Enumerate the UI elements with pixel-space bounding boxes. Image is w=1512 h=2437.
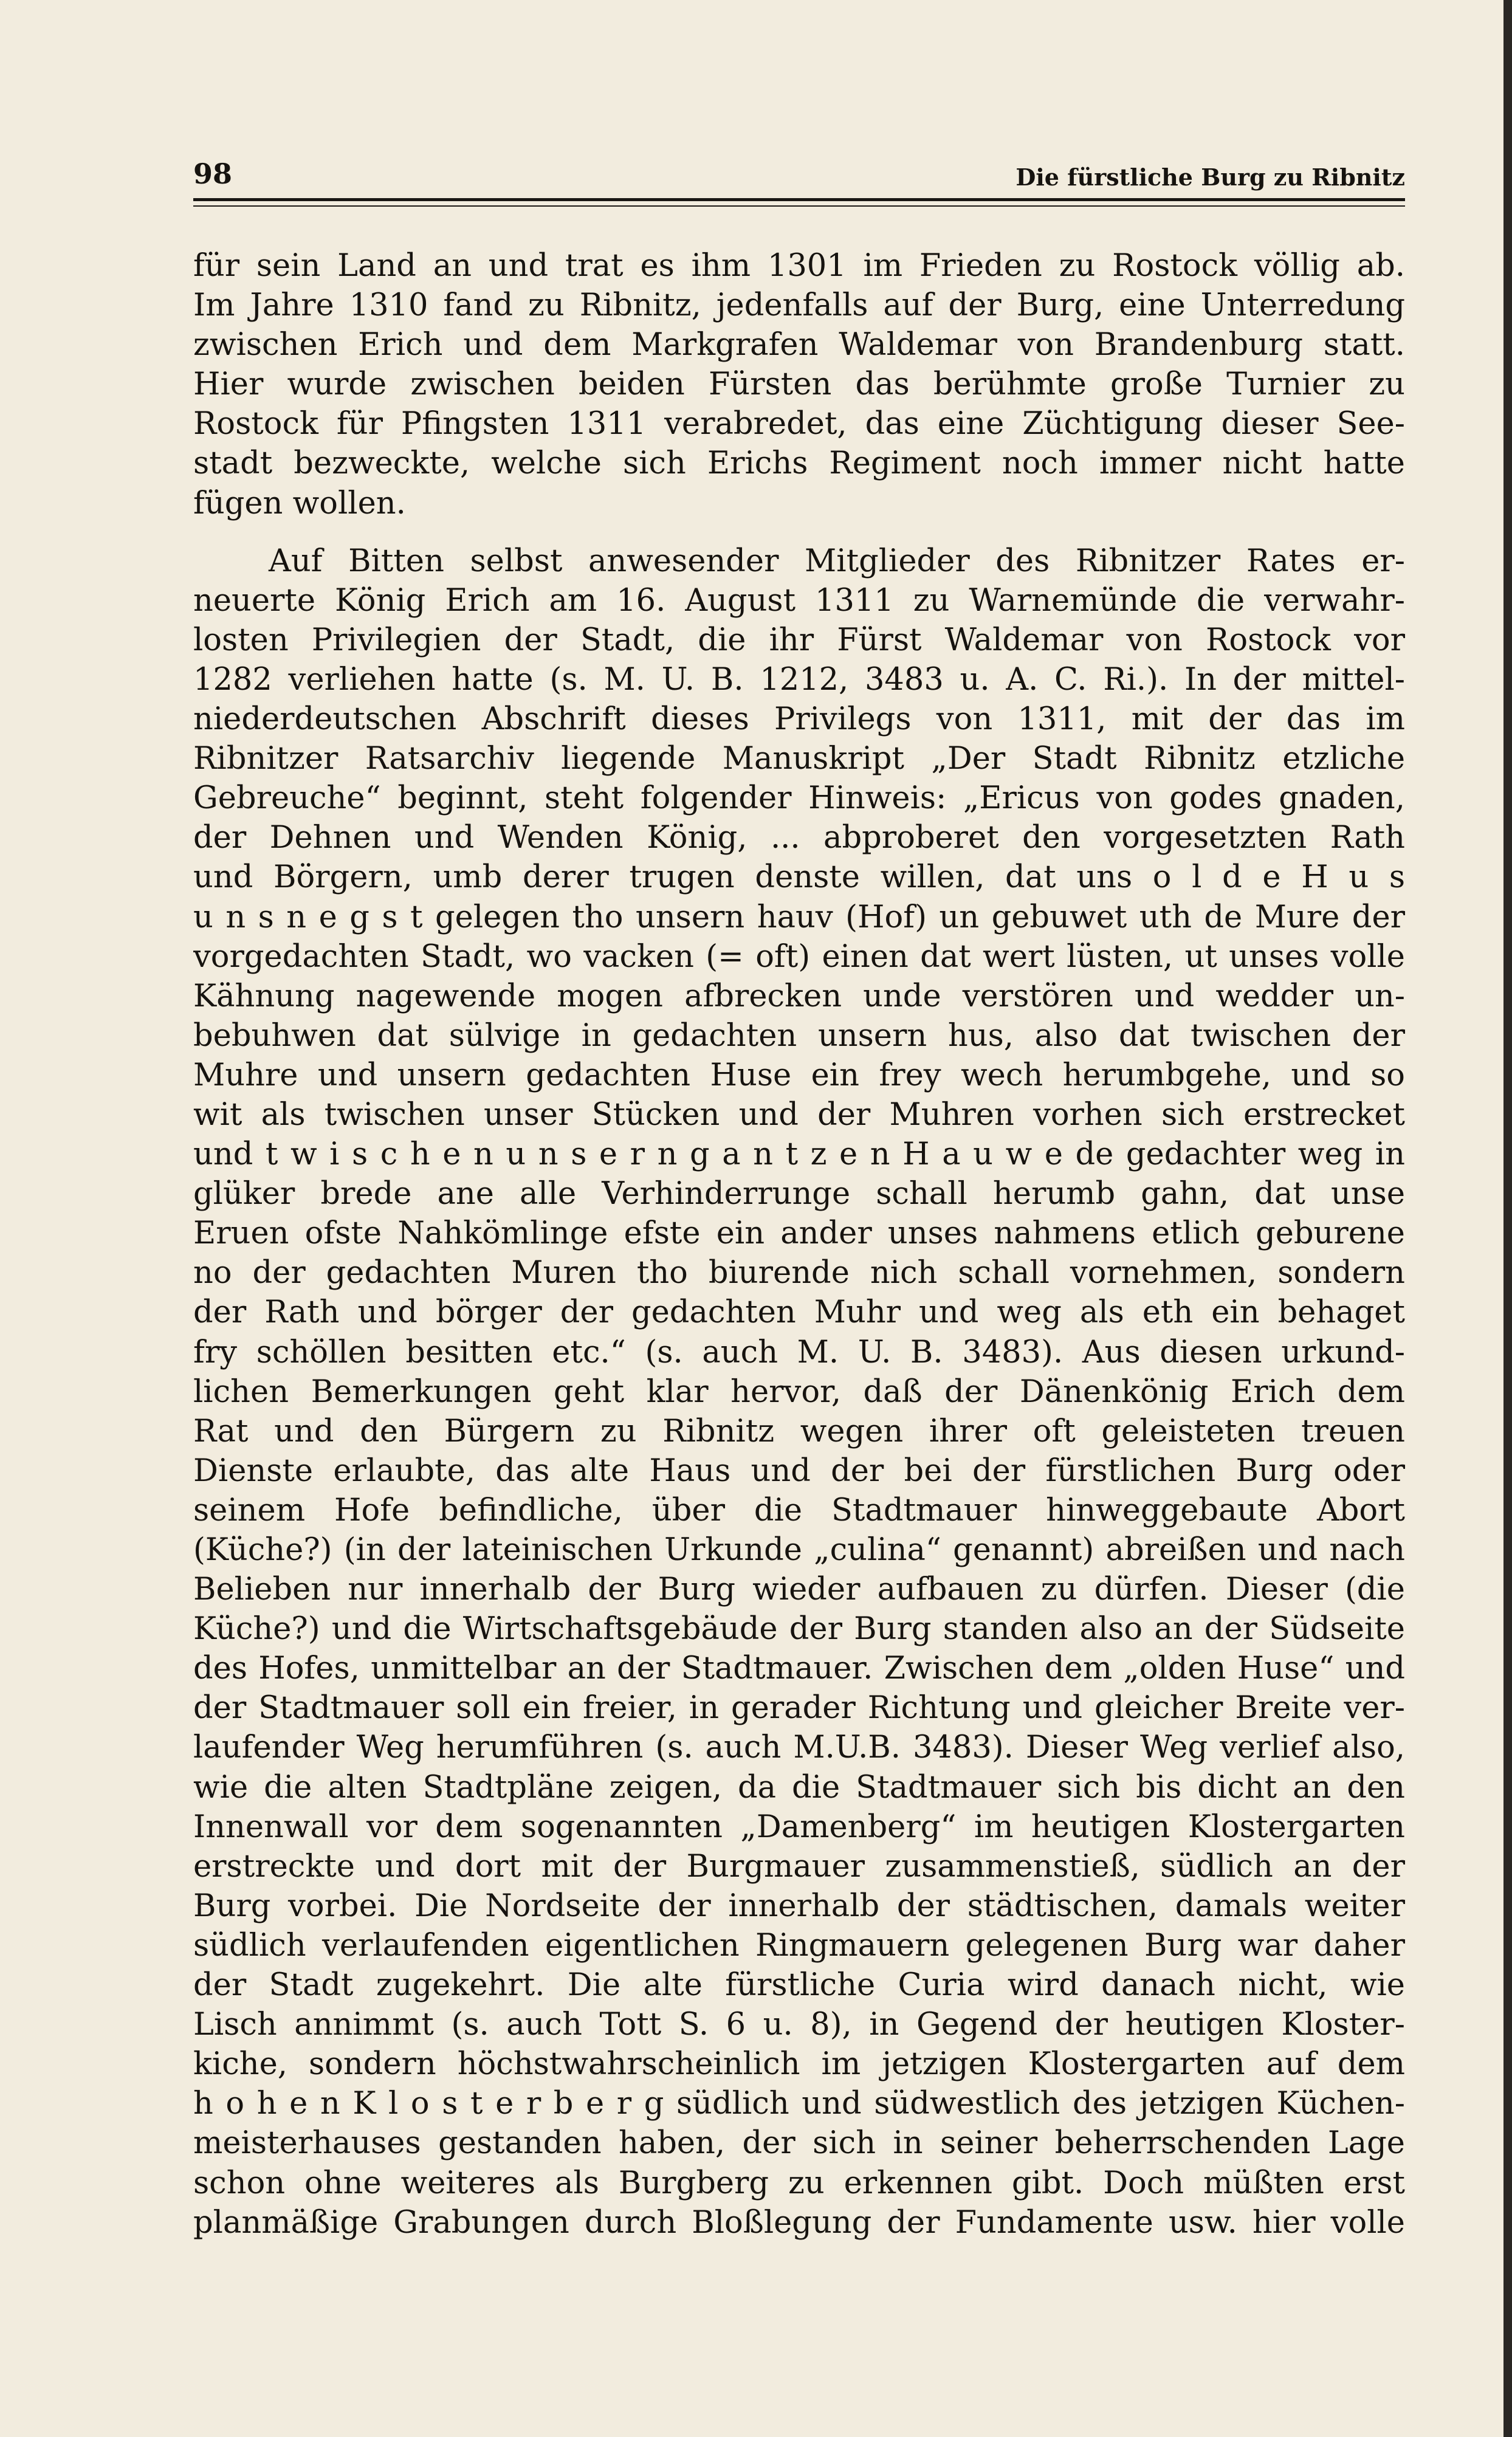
page-number: 98: [193, 157, 233, 190]
text-line: fügen wollen.: [193, 485, 406, 521]
text-line: schon ohne weiteres als Burgberg zu erkennen gibt. Doch müßten erst: [193, 2165, 1405, 2201]
text-line: Belieben nur innerhalb der Burg wieder aufbauen zu dürfen. Dieser (die: [193, 1572, 1405, 1608]
text-line: Burg vorbei. Die Nordseite der innerhalb der städtischen, damals weiter: [193, 1888, 1405, 1924]
text-line: Gebreuche“ beginnt, steht folgender Hinweis: „Ericus von godes gnaden,: [193, 780, 1405, 817]
text-line: Hier wurde zwischen beiden Fürsten das berühmte große Turnier zu: [193, 366, 1405, 403]
text-line: der Stadt zugekehrt. Die alte fürstliche Curia wird danach nicht, wie: [193, 1967, 1405, 2004]
paragraph-1: [193, 246, 1405, 523]
body-text: [193, 246, 1405, 2243]
text-line: Innenwall vor dem sogenannten „Damenberg“ im heutigen Klostergarten: [193, 1809, 1405, 1845]
text-line: kiche, sondern höchstwahrscheinlich im jetzigen Klostergarten auf dem: [193, 2046, 1405, 2083]
text-line: vorgedachten Stadt, wo vacken (= oft) einen dat wert lüsten, ut unses volle: [193, 938, 1405, 975]
running-header: [193, 155, 1405, 198]
page-edge: [1503, 0, 1512, 2437]
running-title: Die fürstliche Burg zu Ribnitz: [1015, 163, 1405, 191]
text-line: Küche?) und die Wirtschaftsgebäude der Burg standen also an der Südseite: [193, 1611, 1405, 1648]
text-line: Rat und den Bürgern zu Ribnitz wegen ihrer oft geleisteten treuen: [193, 1413, 1405, 1449]
header-rule-thick: [193, 198, 1405, 201]
header-rule-thin: [193, 205, 1405, 207]
text-line: zwischen Erich und dem Markgrafen Waldemar von Brandenburg statt.: [193, 327, 1405, 363]
text-line: bebuhwen dat sülvige in gedachten unsern hus, also dat twischen der: [193, 1017, 1405, 1054]
text-line: des Hofes, unmittelbar an der Stadtmauer. Zwischen dem „olden Huse“ und: [193, 1651, 1405, 1687]
text-line: no der gedachten Muren tho biurende nich schall vornehmen, sondern: [193, 1255, 1405, 1291]
text-line: der Rath und börger der gedachten Muhr und weg als eth ein behaget: [193, 1294, 1405, 1331]
text-line: u n s n e g s t gelegen tho unsern hauv (Hof) un gebuwet uth de Mure der: [193, 899, 1405, 935]
paragraph-2: [193, 541, 1405, 2243]
text-line: planmäßige Grabungen durch Bloßlegung der Fundamente usw. hier volle: [193, 2204, 1405, 2241]
text-line: Kähnung nagewende mogen afbrecken unde verstören und wedder un-: [193, 978, 1405, 1014]
text-line: Auf Bitten selbst anwesender Mitglieder des Ribnitzer Rates er-: [269, 543, 1405, 579]
text-line: wit als twischen unser Stücken und der Muhren vorhen sich erstrecket: [193, 1096, 1405, 1133]
text-line: Eruen ofste Nahkömlinge efste ein ander unses nahmens etlich geburene: [193, 1215, 1405, 1252]
text-line: Ribnitzer Ratsarchiv liegende Manuskript „Der Stadt Ribnitz etzliche: [193, 741, 1405, 777]
text-line: neuerte König Erich am 16. August 1311 zu Warnemünde die verwahr-: [193, 582, 1405, 619]
text-line: lichen Bemerkungen geht klar hervor, daß der Dänenkönig Erich dem: [193, 1373, 1405, 1410]
text-line: und t w i s c h e n u n s e r n g a n t z e n H a u w e de gedachter weg in: [193, 1136, 1405, 1173]
text-line: seinem Hofe befindliche, über die Stadtmauer hinweggebaute Abort: [193, 1492, 1405, 1528]
text-line: Dienste erlaubte, das alte Haus und der bei der fürstlichen Burg oder: [193, 1452, 1405, 1489]
text-line: stadt bezweckte, welche sich Erichs Regiment noch immer nicht hatte: [193, 445, 1405, 482]
text-line: fry schöllen besitten etc.“ (s. auch M. U. B. 3483). Aus diesen urkund-: [193, 1334, 1405, 1370]
paragraph-gap: [193, 523, 1405, 541]
text-line: 1282 verliehen hatte (s. M. U. B. 1212, 3483 u. A. C. Ri.). In der mittel-: [193, 661, 1405, 698]
text-line: für sein Land an und trat es ihm 1301 im Frieden zu Rostock völlig ab.: [193, 248, 1405, 284]
text-line: wie die alten Stadtpläne zeigen, da die Stadtmauer sich bis dicht an den: [193, 1769, 1405, 1806]
text-line: der Dehnen und Wenden König, ... abproberet den vorgesetzten Rath: [193, 820, 1405, 856]
text-line: der Stadtmauer soll ein freier, in gerader Richtung und gleicher Breite ver-: [193, 1690, 1405, 1727]
text-line: glüker brede ane alle Verhinderrunge schall herumb gahn, dat unse: [193, 1176, 1405, 1212]
text-line: Rostock für Pfingsten 1311 verabredet, das eine Züchtigung dieser See-: [193, 406, 1405, 442]
text-line: südlich verlaufenden eigentlichen Ringmauern gelegenen Burg war daher: [193, 1927, 1405, 1964]
text-line: und Börgern, umb derer trugen denste willen, dat uns o l d e H u s: [193, 859, 1405, 896]
text-line: h o h e n K l o s t e r b e r g südlich und südwestlich des jetzigen Küchen-: [193, 2086, 1405, 2122]
text-line: niederdeutschen Abschrift dieses Privilegs von 1311, mit der das im: [193, 701, 1405, 738]
text-line: (Küche?) (in der lateinischen Urkunde „culina“ genannt) abreißen und nach: [193, 1532, 1405, 1568]
text-line: laufender Weg herumführen (s. auch M.U.B. 3483). Dieser Weg verlief also,: [193, 1730, 1405, 1766]
text-line: erstreckte und dort mit der Burgmauer zusammenstieß, südlich an der: [193, 1848, 1405, 1885]
text-line: Lisch annimmt (s. auch Tott S. 6 u. 8), in Gegend der heutigen Kloster-: [193, 2007, 1405, 2043]
text-line: losten Privilegien der Stadt, die ihr Fürst Waldemar von Rostock vor: [193, 622, 1405, 658]
text-line: meisterhauses gestanden haben, der sich in seiner beherrschenden Lage: [193, 2125, 1405, 2162]
text-line: Muhre und unsern gedachten Huse ein frey wech herumbgehe, und so: [193, 1057, 1405, 1093]
text-line: Im Jahre 1310 fand zu Ribnitz, jedenfalls auf der Burg, eine Unterredung: [193, 287, 1405, 324]
